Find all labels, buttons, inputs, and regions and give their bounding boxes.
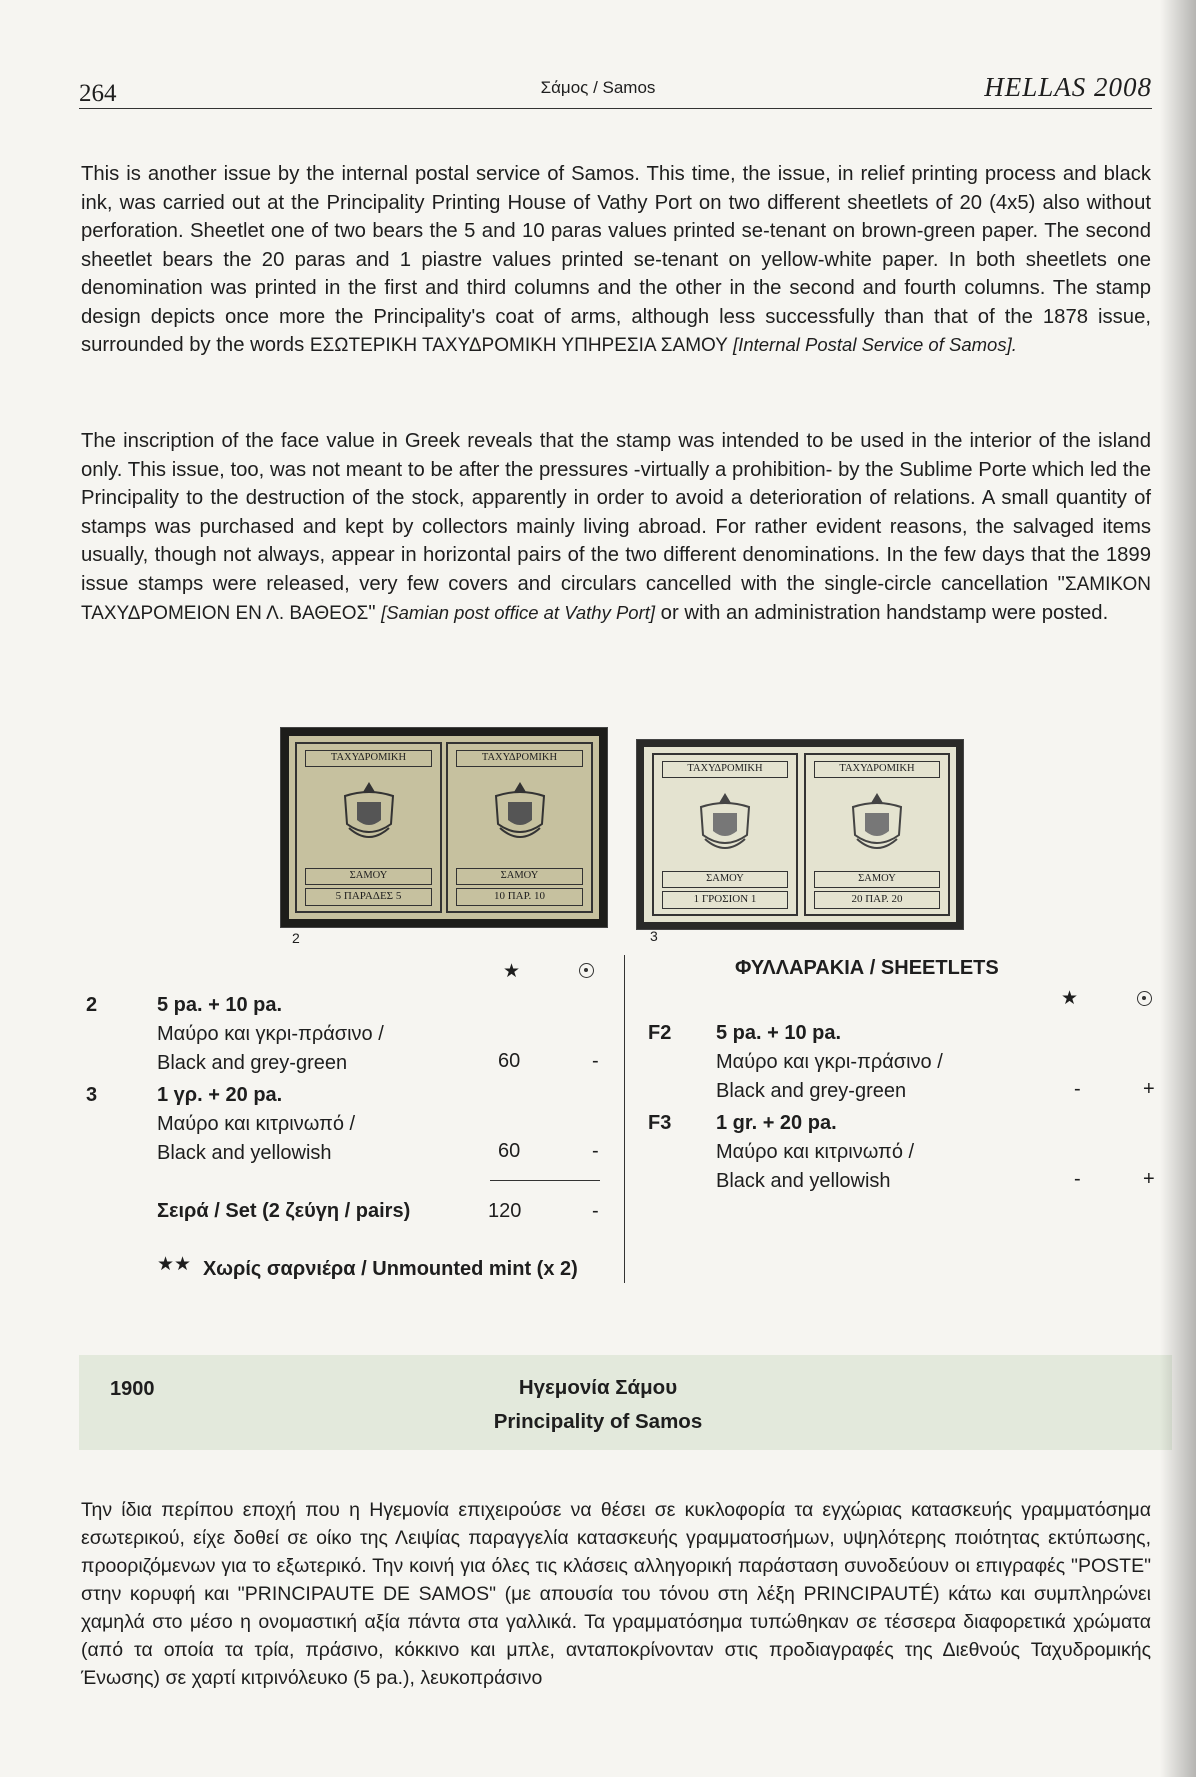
sheetlet-used-price-f2: + (1143, 1078, 1155, 1100)
stamp-value-label: 10 ΠΑΡ. 10 (456, 888, 583, 906)
greek-paragraph: Την ίδια περίπου εποχή που η Ηγεμονία επιχειρούσε να θέσει σε κυκλοφορία τα εγχώριας κατασκευής γραμματόσημα εσωτερικού, είχε δοθεί σε οίκο της Λειψίας παραγγελία κατασκευής γραμματοσήμων, υψηλότερης ποιότητας εκτύπωσης, προοριζόμενων για το εξωτερικό. Την κοινή για όλες τις κλάσεις αλληγορική παράσταση συνοδεύουν οι επιγραφές "POSTE" στην κορυφή και "PRINCIPAUTE DE SAMOS" (με απουσία του τόνου στη λέξη PRINCIPAUTÉ) κάτω και συμπληρώνει χαμηλά στο μέσο η ονομαστική αξία πάντα στα γαλλικά. Τα γραμματόσημα τυπώθηκαν σε τέσσερα διαφορετικά χρώματα (από τα οποία τα τρία, πράσινο, κόκκινο και μπλε, ανταποκρίνονταν στις προδιαγραφές της Διεθνούς Ταχυδρομικής Ένωσης) σε χαρτί κιτρινόλευκο (5 pa.), λευκοπράσινο (81, 1499, 1151, 1689)
mint-star-icon: ★ (1061, 988, 1079, 1009)
sheetlet-number-f3: F3 (648, 1112, 672, 1134)
stamp-5-paras (295, 742, 442, 913)
sheetlet-number-f2: F2 (648, 1022, 672, 1044)
mint-star-icon: ★ (503, 961, 521, 982)
catalogue-color-en-2: Black and grey-green (157, 1052, 348, 1074)
paragraph-1-text: This is another issue by the internal postal service of Samos. This time, the issue, in relief printing process and black ink, was carried out at the Principality Printing House of Vathy Port on two different sheetlets of 20 (4x5) also without perforation. Sheetlet one of two bears the 5 and 10 paras values printed se-tenant on brown-green paper. The second sheetlet bears the 20 paras and 1 piastre values printed se-tenant on yellow-white paper. In both sheetlets one denomination was printed in the first and third columns and the other in the second and fourth columns. The stamp design depicts once more the Principality's coat of arms, although less successfully than that of the 1878 issue, surrounded by the words (81, 163, 1151, 356)
body-paragraph-1 (81, 160, 1151, 361)
sum-rule (490, 1180, 600, 1181)
paragraph-2-text-a: The inscription of the face value in Greek reveals that the stamp was intended to be used in the interior of the island only. This issue, too, was not meant to be after the pressures -virtually a prohibition- by the Sublime Porte which led the Principality to the destruction of the stock, apparently in order to avoid a deterioration of relations. A small quantity of stamps was purchased and kept by collectors mainly living abroad. For rather evident reasons, the salvaged items usually, though not always, appear in horizontal pairs of the two different denominations. In the few days that the 1899 issue stamps were released, very few covers and circulars cancelled with the single-circle cancellation " (81, 430, 1151, 595)
stamp-bottom-label: ΣΑΜΟΥ (814, 871, 940, 888)
stamp-value-label: 5 ΠΑΡΑΔΕΣ 5 (305, 888, 432, 906)
sheetlet-color-gr-f2: Μαύρο και γκρι-πράσινο / (716, 1051, 943, 1073)
sheetlet-mint-price-f2: - (1074, 1078, 1081, 1100)
catalogue-mint-price-3: 60 (498, 1140, 521, 1162)
sheetlet-color-en-f3: Black and yellowish (716, 1170, 891, 1192)
greek-inscription: ΕΣΩΤΕΡΙΚΗ ΤΑΧΥΔΡΟΜΙΚΗ ΥΠΗΡΕΣΙΑ ΣΑΜΟΥ (309, 335, 728, 356)
column-divider (624, 955, 625, 1283)
paragraph-2-text-c: or with an administration handstamp were posted. (655, 602, 1109, 624)
catalogue-values-3: 1 γρ. + 20 pa. (157, 1084, 283, 1106)
sheetlet-used-price-f3: + (1143, 1168, 1155, 1190)
used-circle-icon (1137, 991, 1152, 1006)
unmounted-stars-icon: ★★ (157, 1254, 192, 1275)
sheetlet-mint-price-f3: - (1074, 1168, 1081, 1190)
running-title: Σάμος / Samos (540, 78, 656, 97)
stamp-caption-3: 3 (650, 928, 658, 944)
catalogue-color-gr-2: Μαύρο και γκρι-πράσινο / (157, 1023, 384, 1045)
page-gutter-shadow (1160, 0, 1196, 1777)
set-label: Σειρά / Set (2 ζεύγη / pairs) (157, 1200, 411, 1222)
catalogue-color-en-3: Black and yellowish (157, 1142, 332, 1164)
cancellation-translation: [Samian post office at Vathy Port] (381, 602, 656, 623)
sheetlet-values-f2: 5 pa. + 10 pa. (716, 1022, 842, 1044)
sheetlet-values-f3: 1 gr. + 20 pa. (716, 1112, 837, 1134)
stamp-pair-2 (280, 727, 608, 928)
sheetlet-color-en-f2: Black and grey-green (716, 1080, 907, 1102)
stamp-bottom-label: ΣΑΜΟΥ (456, 868, 583, 885)
catalogue-used-price-3: - (592, 1140, 599, 1162)
stamp-top-label: ΤΑΧΥΔΡΟΜΙΚΗ (456, 750, 583, 767)
stamp-20-paras (804, 753, 950, 916)
stamp-value-label: 1 ΓΡΟΣΙΟΝ 1 (662, 891, 788, 909)
stamp-value-label: 20 ΠΑΡ. 20 (814, 891, 940, 909)
section-title-greek: Ηγεμονία Σάμου (518, 1376, 678, 1399)
inscription-translation: [Internal Postal Service of Samos]. (727, 334, 1017, 355)
coat-of-arms-icon (490, 778, 550, 848)
unmounted-label: Χωρίς σαρνιέρα / Unmounted mint (x 2) (203, 1258, 578, 1280)
catalogue-used-price-2: - (592, 1050, 599, 1072)
catalogue-number-2: 2 (86, 994, 98, 1016)
used-circle-icon (579, 963, 594, 978)
coat-of-arms-icon (695, 789, 755, 859)
catalogue-color-gr-3: Μαύρο και κιτρινωπό / (157, 1113, 356, 1135)
body-paragraph-2 (81, 427, 1151, 629)
section-year: 1900 (110, 1378, 155, 1400)
stamp-top-label: ΤΑΧΥΔΡΟΜΙΚΗ (305, 750, 432, 767)
stamp-top-label: ΤΑΧΥΔΡΟΜΙΚΗ (814, 761, 940, 778)
page-number: 264 (79, 80, 117, 107)
greek-cancellation: ΣΑΜΙΚΟΝ ΤΑΧΥΔΡΟΜΕΙΟΝ ΕΝ Λ. ΒΑΘΕΟΣ (81, 573, 1151, 624)
stamp-top-label: ΤΑΧΥΔΡΟΜΙΚΗ (662, 761, 788, 778)
magazine-title: HELLAS 2008 (984, 72, 1152, 102)
sheetlet-color-gr-f3: Μαύρο και κιτρινωπό / (716, 1141, 915, 1163)
stamp-10-paras (446, 742, 593, 913)
stamp-bottom-label: ΣΑΜΟΥ (662, 871, 788, 888)
catalogue-values-2: 5 pa. + 10 pa. (157, 994, 283, 1016)
stamp-1-grosion (652, 753, 798, 916)
stamp-caption-2: 2 (292, 930, 300, 946)
coat-of-arms-icon (339, 778, 399, 848)
set-mint-price: 120 (488, 1200, 522, 1222)
catalogue-number-3: 3 (86, 1084, 98, 1106)
section-heading-band (79, 1355, 1172, 1450)
coat-of-arms-icon (847, 789, 907, 859)
paragraph-2-text-b: " (368, 602, 382, 624)
stamp-bottom-label: ΣΑΜΟΥ (305, 868, 432, 885)
stamp-pair-3 (636, 739, 964, 930)
section-title-english: Principality of Samos (493, 1410, 703, 1433)
header-rule (79, 108, 1152, 109)
sheetlets-heading: ΦΥΛΛΑΡΑΚΙΑ / SHEETLETS (735, 957, 999, 979)
catalogue-mint-price-2: 60 (498, 1050, 521, 1072)
set-used-price: - (592, 1200, 599, 1222)
